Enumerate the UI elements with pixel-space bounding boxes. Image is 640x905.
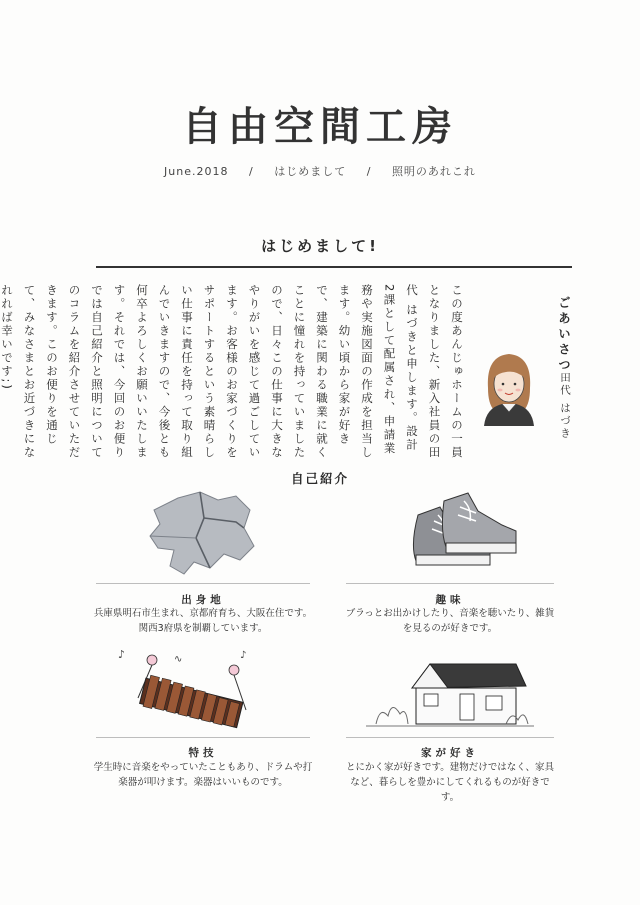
portrait-illustration <box>478 348 540 426</box>
sneakers-illustration <box>398 485 524 577</box>
card-text-skill: 学生時に音楽をやっていたこともあり、ドラムや打楽器が叩けます。楽器はいいものです。 <box>93 762 313 788</box>
card-label-hometown: 出身地 <box>181 594 225 606</box>
card-divider <box>346 737 554 738</box>
xylophone-illustration <box>112 640 272 732</box>
card-label-hobby: 趣味 <box>435 594 465 606</box>
greeting-heading: ごあいさつ <box>556 296 572 374</box>
nav-item-lighting[interactable]: 照明のあれこれ <box>391 165 476 178</box>
nav-separator: / <box>366 165 372 178</box>
svg-text:∿: ∿ <box>174 654 183 665</box>
self-intro-heading: 自己紹介 <box>290 471 349 486</box>
card-divider <box>96 583 310 584</box>
page-title: 自由空間工房 <box>182 104 458 150</box>
card-text-hobby: ブラっとお出かけしたり、音楽を聴いたり、雑貨を見るのが好きです。 <box>345 608 555 634</box>
svg-text:♪: ♪ <box>240 650 247 661</box>
section-title: はじめまして! <box>261 237 379 255</box>
card-divider <box>346 583 554 584</box>
header-nav <box>0 163 640 179</box>
card-label-home: 家が好き <box>421 747 479 759</box>
card-divider <box>96 737 310 738</box>
kansai-map-illustration <box>140 488 270 578</box>
nav-item-hajimemashite[interactable]: はじめまして <box>274 165 347 178</box>
card-text-home: とにかく家が好きです。建物だけではなく、家具など、暮らしを豊かにしてくれるものが好きです。 <box>345 762 555 803</box>
greeting-body: この度あんじゅホームの一員となりました、新入社員の田代 はづきと申します。設計2課として配属され、申請業務や実施図面の作成を担当します。幼い頃から家が好きで、建築に関わる職業に就くことに憧れを持っていましたので、日々この仕事に大きなやりがいを感じて過ごしています。お客様のお家づくりをサポートするという素晴らしい仕事に責任を持って取り組んでいきますので、今後とも何卒よろしくお願いいたします。それでは、今回のお便りでは自己紹介と照明についてのコラムを紹介させていただきます。このお便りを通じて、みなさまとお近づきになれれば幸いです;) <box>0 284 464 460</box>
nav-date: June.2018 <box>164 165 229 178</box>
card-text-hometown: 兵庫県明石市生まれ、京都府育ち、大阪在住です。関西3府県を制覇しています。 <box>93 608 313 634</box>
section-divider <box>96 266 572 268</box>
card-label-skill: 特技 <box>188 747 218 759</box>
house-illustration <box>366 656 534 732</box>
nav-separator: / <box>249 165 254 178</box>
author-signature: 田代 はづき <box>559 372 571 440</box>
svg-text:♪: ♪ <box>118 648 126 661</box>
